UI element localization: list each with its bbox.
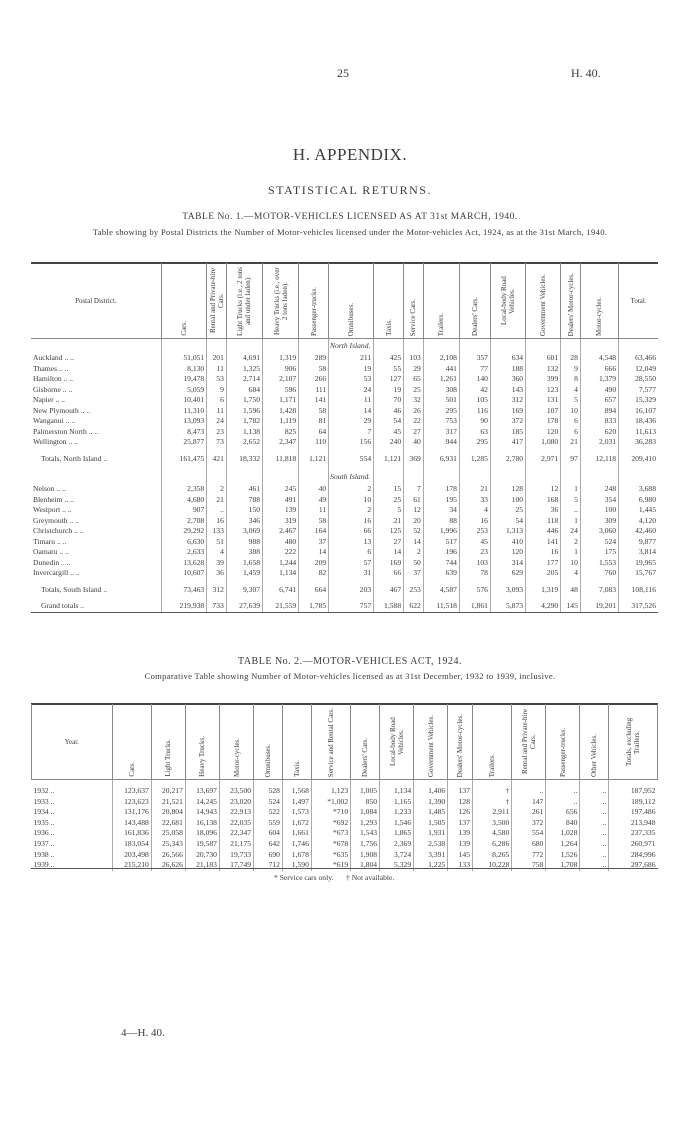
section-heading-row <box>31 470 658 484</box>
table2-column-header: Rental and Private-hire Cars. <box>512 704 546 780</box>
table1-row: Hamilton .. .. 19,478 53 2,714 2,107 266 53 127 65 1,261 140 360 399 8 1,379 28,550 <box>33 374 656 383</box>
table1-column-header: Cars. <box>161 263 206 339</box>
table1-grand-total-row: Grand totals .. 219,938 733 27,639 21,559 1,785 757 1,588 622 11,518 1,861 5,873 4,290 145 19,201 317,526 <box>31 601 658 612</box>
table1-column-header: Dealers' Cars. <box>459 263 490 339</box>
table2-bottom-rule <box>31 868 658 869</box>
table1-row: Nelson .. .. 2,358 2 461 245 40 2 15 7 178 21 128 12 1 248 3,688 <box>33 484 656 493</box>
table1-column-header: Light Trucks (i.e., 2 tons and under laden). <box>226 263 262 339</box>
table2-column-header: Taxis. <box>282 704 311 780</box>
table2-year-row: 1938 .. 203,498 26,566 20,730 19,733 690 1,678 *635 1,908 3,724 3,391 145 8,265 772 1,526 .. 284,996 <box>33 849 656 859</box>
table1-subtitle: Table showing by Postal Districts the Number of Motor-vehicles licensed under the Motor-vehicles Act, 1924, as at the 31st March, 1940. <box>92 227 608 237</box>
table1-column-header: Government Vehicles. <box>526 263 561 339</box>
section-heading: South Island. <box>329 470 374 484</box>
table1-row: Invercargill .. .. 10,607 36 1,459 1,134 82 31 66 37 639 78 629 205 4 760 15,767 <box>33 568 656 577</box>
footnote-not-available: † Not available. <box>346 873 395 882</box>
table1-south-total-row: Totals, South Island .. 73,463 312 9,307 6,741 664 203 467 253 4,587 576 3,093 1,319 48 7,083 108,116 <box>41 584 656 594</box>
table1-north-total-row: Totals, North Island .. 161,475 421 18,332 11,818 1,121 554 1,121 369 6,931 1,285 2,780 2,971 97 12,118 209,410 <box>41 453 656 463</box>
table1-column-header: Passenger-trucks. <box>299 263 329 339</box>
section-heading: North Island. <box>329 339 374 354</box>
table1-column-header: Trailers. <box>423 263 459 339</box>
table2 <box>31 704 658 871</box>
table1-column-header: Total. <box>619 263 658 339</box>
table2-column-header: Service and Rental Cars. <box>311 704 350 780</box>
table1-row: Gisborne .. .. 5,059 9 684 596 111 24 19 25 308 42 143 123 4 490 7,577 <box>33 384 656 394</box>
section-heading-row <box>31 339 658 354</box>
table2-column-header: Heavy Trucks. <box>185 704 219 780</box>
table2-year-row: 1937 .. 183,054 25,343 19,587 21,175 642 1,746 *678 1,756 2,369 2,538 139 6,286 680 1,264 .. 260,971 <box>33 838 656 848</box>
table2-subtitle: Comparative Table showing Number of Motor-vehicles licensed as at 31st December, 1932 to 1939, inclusive. <box>144 671 556 681</box>
table1-column-header: Rental and Private-hire Cars. <box>207 263 227 339</box>
table1-row: Napier .. .. 10,401 6 1,750 1,171 141 11 70 32 501 105 312 131 5 657 15,329 <box>33 395 656 404</box>
table1-row: Christchurch .. .. 29,292 133 3,069 2,467 164 66 125 52 1,996 253 1,313 446 24 3,060 42,460 <box>33 526 656 535</box>
section-title: STATISTICAL RETURNS. <box>268 183 432 197</box>
table1-column-header: Heavy Trucks (i.e., over 2 tons laden). <box>263 263 299 339</box>
table2-year-row: 1936 .. 161,836 25,058 18,096 22,347 604 1,661 *673 1,543 1,865 1,931 139 4,580 554 1,028 .. 237,335 <box>33 828 656 838</box>
table2-year-row: 1939 .. 215,210 26,626 21,183 17,749 712 1,590 *619 1,804 5,329 1,225 133 10,228 758 1,708 .. 297,686 <box>33 860 656 870</box>
table1-column-header: Local-body Road Vehicles. <box>490 263 525 339</box>
table2-column-header: Passenger-trucks. <box>546 704 580 780</box>
table2-column-header: Totals, excluding Trailers. <box>609 704 658 780</box>
table2-column-header: Motor-cycles. <box>219 704 253 780</box>
doc-reference: H. 40. <box>571 66 601 80</box>
table2-year-row: 1935 .. 143,488 22,681 16,138 22,035 559 1,672 *692 1,293 1,546 1,505 137 3,500 372 840 .. 213,948 <box>33 817 656 827</box>
table2-column-header: Trailers. <box>473 704 512 780</box>
table2-year-row: 1934 .. 131,176 20,804 14,943 22,913 522 1,573 *710 1,084 1,233 1,485 126 2,911 261 656 .. 197,486 <box>33 807 656 817</box>
table2-column-header: Light Trucks. <box>151 704 185 780</box>
table2-year-row: 1932 .. 123,637 20,217 13,697 23,500 528 1,568 1,123 1,005 1,134 1,406 137 † .. .. .. 187,952 <box>33 786 656 795</box>
table1-column-header: Postal District. <box>31 263 161 339</box>
table2-title: TABLE No. 2.—MOTOR-VEHICLES ACT, 1924. <box>238 656 462 667</box>
footnote-service: * Service cars only. <box>274 873 334 882</box>
page-footer: 4—H. 40. <box>121 1027 165 1039</box>
table2-column-header: Year. <box>32 704 113 780</box>
table1-row: Wanganui .. .. 13,093 24 1,782 1,119 81 29 54 22 753 90 372 178 6 833 18,436 <box>33 416 656 425</box>
table1-row: Auckland .. .. 51,051 201 4,691 1,319 289 211 425 103 2,108 357 634 601 28 4,548 63,466 <box>33 353 656 362</box>
table1-title: TABLE No. 1.—MOTOR-VEHICLES LICENSED AS AT 31st MARCH, 1940. <box>182 212 518 222</box>
table1-row: Oamaru .. .. 2,633 4 388 222 14 6 14 2 196 23 120 16 1 175 3,814 <box>33 547 656 556</box>
table1-row: Palmerston North .. .. 8,473 23 1,138 825 64 7 45 27 317 63 185 120 6 620 11,613 <box>33 426 656 436</box>
table1-row: Westport .. .. 907 .. 150 139 11 2 5 12 34 4 25 36 .. 100 1,445 <box>33 505 656 514</box>
table1 <box>31 263 658 613</box>
table1-column-header: Omnibuses. <box>329 263 374 339</box>
table1-row: New Plymouth .. .. 11,310 11 1,596 1,428 58 14 46 26 295 116 169 107 10 894 16,107 <box>33 405 656 415</box>
table1-column-header: Motor-cycles. <box>580 263 618 339</box>
page-number: 25 <box>337 66 349 80</box>
table2-column-header: Dealers' Motor-cycles. <box>448 704 473 780</box>
table2-column-header: Cars. <box>112 704 151 780</box>
table2-column-header: Local-body Road Vehicles. <box>380 704 414 780</box>
appendix-title: H. APPENDIX. <box>292 145 408 164</box>
table2-column-header: Omnibuses. <box>254 704 283 780</box>
table1-row: Wellington .. .. 25,877 73 2,652 2,347 110 156 240 40 944 295 417 1,080 21 2,031 36,283 <box>33 437 656 446</box>
table1-row: Timaru .. .. 6,630 51 988 480 37 13 27 14 517 45 410 141 2 524 9,877 <box>33 536 656 546</box>
table1-row: Thames .. .. 8,130 11 1,325 906 58 19 55 29 441 77 188 132 9 666 12,049 <box>33 363 656 373</box>
table1-column-header: Dealers' Motor-cycles. <box>561 263 581 339</box>
table2-column-header: Dealers' Cars. <box>351 704 380 780</box>
table2-column-header: Government Vehicles. <box>414 704 448 780</box>
table1-row: Blenheim .. .. 4,680 21 788 491 49 10 25 61 195 33 100 168 5 354 6,980 <box>33 494 656 504</box>
table1-row: Greymouth .. .. 2,708 16 346 319 58 16 21 20 88 16 54 118 1 309 4,120 <box>33 515 656 525</box>
table2-year-row: 1933 .. 123,623 21,521 14,245 23,020 524 1,497 *1,002 850 1,165 1,390 128 † 147 .. .. 189,112 <box>33 796 656 806</box>
table1-column-header: Taxis. <box>374 263 404 339</box>
table1-row: Dunedin .. .. 13,628 39 1,658 1,244 209 57 169 50 744 103 314 177 10 1,553 19,965 <box>33 557 656 567</box>
table2-column-header: Other Vehicles. <box>580 704 609 780</box>
table1-column-header: Service Cars. <box>404 263 424 339</box>
